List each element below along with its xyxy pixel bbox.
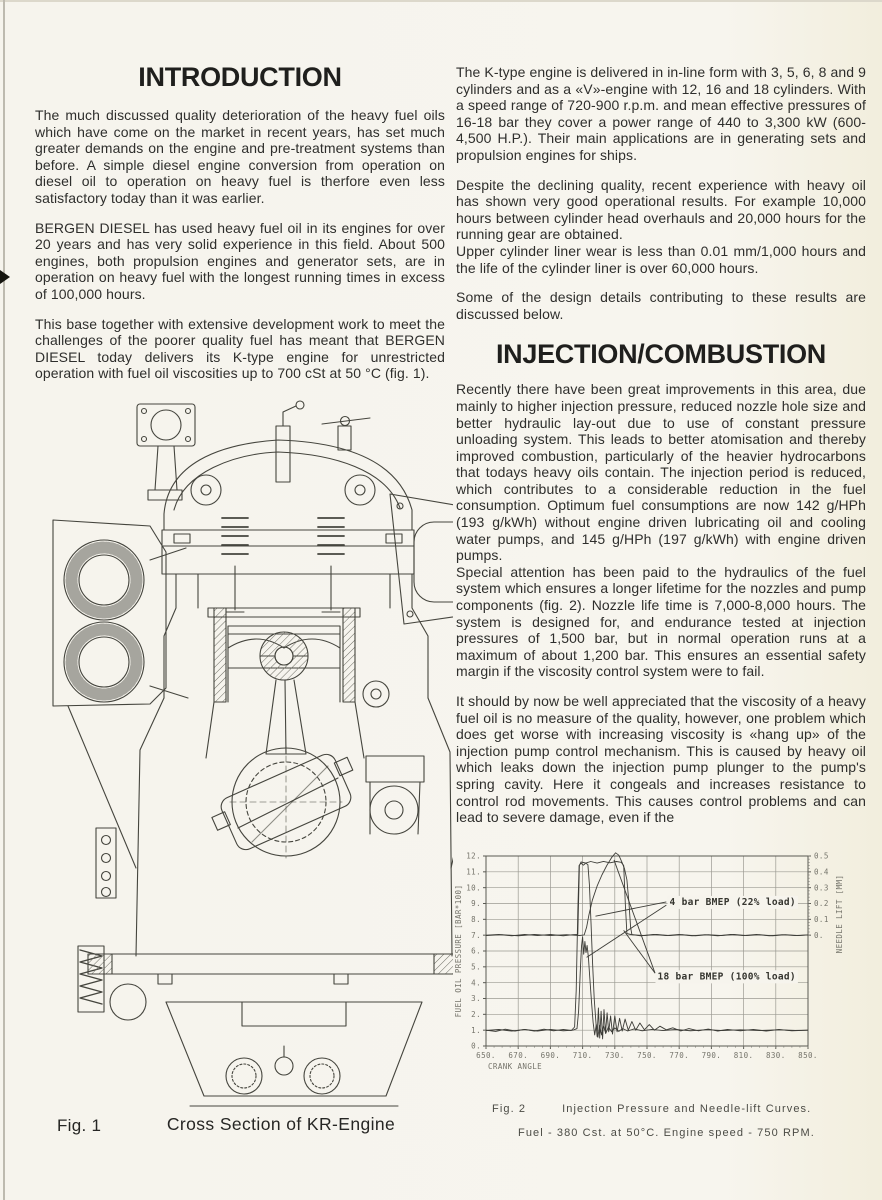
svg-text:750.: 750. (637, 1051, 657, 1060)
svg-text:0.1: 0.1 (814, 914, 829, 924)
scan-mark-arrow (0, 270, 10, 284)
figure-2-injection-pressure-chart (453, 846, 873, 1091)
svg-text:810.: 810. (733, 1051, 754, 1060)
para-viscosity-hang-up: It should by now be well appreciated that the viscosity of a heavy fuel oil is no measure of the quality, however, one problem which does get worse with increasing viscosity is «hang up» of the injection pump control mechanism. This is caused by heavy oil which leaks down the injection pump plunger to the pump's spring cavity. Here it congeals and increases resistance to control rod movements. This causes control problems and can lead to severe damage, even if the (456, 693, 866, 826)
figure-1-label: Fig. 1 (57, 1116, 102, 1135)
svg-text:0.: 0. (814, 930, 824, 940)
engine-drawing-lines (53, 401, 453, 1106)
svg-text:0.4: 0.4 (814, 867, 829, 877)
svg-text:710.: 710. (572, 1051, 593, 1060)
kr-engine-cross-section-drawing (38, 398, 453, 1113)
svg-text:8.: 8. (471, 914, 481, 924)
svg-text:12.: 12. (466, 851, 481, 861)
figure-2-subcaption: Fuel - 380 Cst. at 50°C. Engine speed - 750 RPM. (518, 1127, 815, 1139)
svg-text:790.: 790. (701, 1051, 722, 1060)
svg-text:6.: 6. (471, 946, 481, 956)
figure-2-label: Fig. 2 (492, 1103, 527, 1115)
svg-text:4 bar BMEP (22% load): 4 bar BMEP (22% load) (669, 896, 796, 908)
para-design-details: Some of the design details contributing to these results are discussed below. (456, 289, 866, 322)
para-recent-improvements: Recently there have been great improvements in this area, due mainly to higher injection pressure, reduced nozzle hole size and better hydraulic lay-out due to use of constant pressure unloading system. This leads to better atomisation and thereby improved combustion, particularly of the heavier hydrocarbons that todays heavy oils contain. The injection period is reduced, which contributes to a considerable reduction in the fuel consumption. Optimum fuel consumptions are now 142 g/HPh (193 g/kWh) without engine driven lubricating oil and cooling water pumps, and 145 g/HPh (197 g/kWh) with engine driven pumps. (456, 381, 866, 564)
svg-text:2.: 2. (471, 1009, 481, 1019)
svg-text:11.: 11. (466, 867, 481, 877)
svg-text:18 bar BMEP (100% load): 18 bar BMEP (100% load) (657, 971, 796, 983)
para-cylinder-liner-wear: Upper cylinder liner wear is less than 0.01 mm/1,000 hours and the life of the cylinder liner is over 60,000 hours. (456, 242, 866, 276)
svg-text:830.: 830. (765, 1051, 786, 1060)
svg-text:10.: 10. (466, 883, 481, 893)
heading-introduction: INTRODUCTION (138, 62, 342, 92)
svg-text:FUEL OIL PRESSURE [BAR*100]: FUEL OIL PRESSURE [BAR*100] (454, 884, 463, 1018)
scan-edge-line-top (0, 0, 882, 2)
svg-text:0.: 0. (471, 1041, 481, 1051)
para-development-base: This base together with extensive development work to meet the challenges of the poorer quality fuel has meant that BERGEN DIESEL today delivers its K-type engine for unrestricted operation with fuel oil viscosities up to 700 cSt at 50 °C (fig. 1). (35, 315, 445, 382)
svg-text:4.: 4. (471, 978, 481, 988)
para-despite-quality: Despite the declining quality, recent experience with heavy oil has shown very good operational results. For example 10,000 hours between cylinder head overhauls and 20,000 hours for the running gear are obtained. (456, 176, 866, 243)
para-ktype-engine: The K-type engine is delivered in in-line form with 3, 5, 6, 8 and 9 cylinders and as a «V»-engine with 12, 16 and 18 cylinders. With a speed range of 720-900 r.p.m. and mean effective pressures of 16-18 bar they cover a power range of 440 to 3,300 kW (600-4,500 H.P.). Their main applications are in generating sets and propulsion engines for ships. (456, 64, 866, 163)
svg-text:CRANK ANGLE: CRANK ANGLE (488, 1062, 543, 1071)
svg-text:690.: 690. (540, 1051, 561, 1060)
svg-text:7.: 7. (471, 930, 481, 940)
svg-text:0.5: 0.5 (814, 851, 829, 861)
figure-2-caption: Injection Pressure and Needle-lift Curves. (562, 1103, 812, 1115)
svg-text:730.: 730. (604, 1051, 625, 1060)
svg-text:5.: 5. (471, 962, 481, 972)
svg-text:3.: 3. (471, 994, 481, 1004)
figure-2-caption-row (492, 1103, 811, 1115)
para-quality-deterioration: The much discussed quality deterioration of the heavy fuel oils which have come on the market in recent years, has set much greater demands on the engine and pre-treatment systems than before. A simple diesel engine conversion from operation on diesel oil to operation on heavy fuel is therfore even less satisfactory today than it was earlier. (35, 107, 445, 206)
right-column (456, 64, 866, 839)
svg-text:1.: 1. (471, 1025, 481, 1035)
svg-text:0.2: 0.2 (814, 899, 829, 909)
svg-text:850.: 850. (798, 1051, 818, 1060)
svg-text:9.: 9. (471, 899, 481, 909)
para-special-attention: Special attention has been paid to the hydraulics of the fuel system which ensures a longer lifetime for the nozzles and pump components (fig. 2). Nozzle life time is 7,000-8,000 hours. The system is designed for, and endurance tested at injection pressures of 1,500 bar, but in normal operation runs at a maximum of about 1,200 bar. This ensures an essential safety margin if the viscosity control system were to fail. (456, 563, 866, 680)
svg-text:650.: 650. (476, 1051, 496, 1060)
figure-1-caption: Cross Section of KR-Engine (166, 1114, 396, 1134)
scan-edge-line-left (3, 0, 5, 1200)
svg-text:770.: 770. (669, 1051, 690, 1060)
svg-text:0.3: 0.3 (814, 883, 829, 893)
heading-injection-combustion: INJECTION/COMBUSTION (495, 339, 826, 370)
para-bergen-diesel: BERGEN DIESEL has used heavy fuel oil in its engines for over 20 years and has very solid experience in this field. About 500 engines, both propulsion engines and generator sets, are in operation on heavy fuel with the longest running times in excess of 100,000 hours. (35, 219, 445, 302)
svg-text:670.: 670. (508, 1051, 529, 1060)
svg-text:NEEDLE LIFT [MM]: NEEDLE LIFT [MM] (835, 874, 844, 954)
left-column (35, 62, 445, 395)
